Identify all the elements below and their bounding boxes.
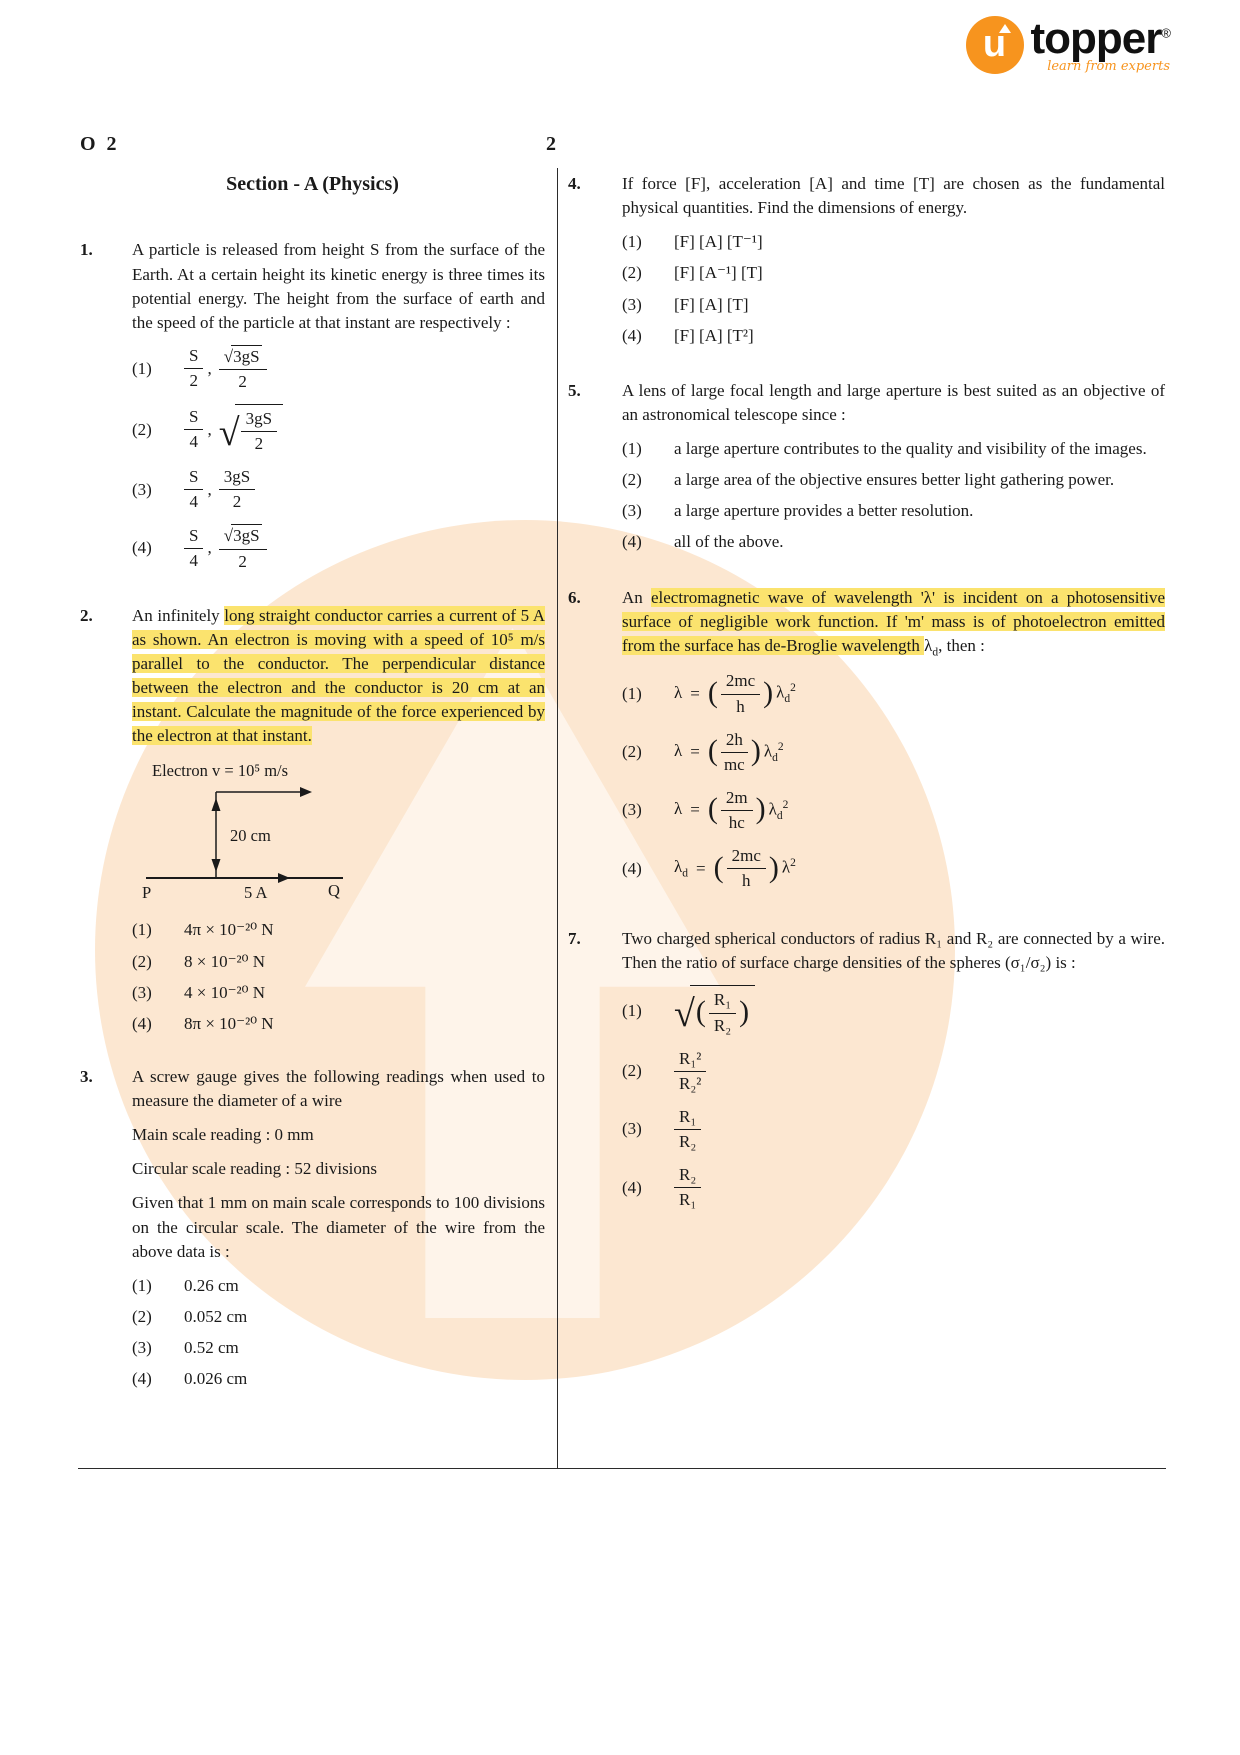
fraction-numerator: 2mc bbox=[727, 845, 766, 869]
main-scale-reading: Main scale reading : 0 mm bbox=[132, 1125, 314, 1145]
radicand bbox=[690, 985, 755, 1036]
fraction bbox=[674, 1106, 701, 1153]
option-label: (4) bbox=[132, 1013, 152, 1033]
fraction-numerator: S bbox=[184, 466, 203, 490]
lambda-subscript: d bbox=[772, 751, 778, 764]
question-text bbox=[132, 604, 545, 749]
option-value: [F] [A] [T⁻¹] bbox=[674, 232, 763, 252]
fraction-numerator: R₁² bbox=[674, 1048, 706, 1072]
option-label: (3) bbox=[132, 479, 152, 499]
question-number: 6. bbox=[568, 587, 581, 607]
lambda-symbol: λ bbox=[674, 799, 683, 819]
option-math bbox=[184, 466, 255, 513]
fraction-numerator bbox=[219, 524, 267, 549]
brand-u-letter: u bbox=[982, 23, 1007, 65]
fraction-numerator: 2h bbox=[721, 729, 748, 753]
fraction-numerator: 3gS bbox=[219, 466, 255, 490]
radical bbox=[219, 404, 283, 455]
option-math: ( $\frac{\text{R₁}}{\text{R₂}}$ ) bbox=[696, 989, 749, 1036]
lambda-symbol: λ bbox=[763, 741, 773, 761]
option-value: a large area of the objective ensures better light gathering power. bbox=[674, 470, 1115, 490]
option-value: 0.026 cm bbox=[184, 1369, 248, 1389]
radicand bbox=[235, 404, 283, 455]
option-label: (2) bbox=[622, 263, 642, 283]
option-label: (1) bbox=[622, 1001, 642, 1020]
radical bbox=[224, 526, 262, 545]
tail-symbol bbox=[764, 739, 784, 766]
option-value: [F] [A] [T²] bbox=[674, 325, 754, 345]
comma-separator: , bbox=[207, 479, 212, 499]
option-math: λ = ( $\frac{2m}{hc}$ ) $\lambda_d^2$ bbox=[674, 787, 788, 834]
option-label: (1) bbox=[132, 920, 152, 940]
fraction-numerator: R₂ bbox=[674, 1164, 701, 1188]
fraction-denominator: 2 bbox=[189, 371, 198, 391]
q6-option-2 bbox=[622, 729, 1165, 776]
fraction-denominator: R₂ bbox=[713, 1015, 732, 1035]
question-text: If force [F], acceleration [A] and time [T] are chosen as the fundamental physical quantities. Find the dimensions of energy. bbox=[622, 174, 1165, 218]
circular-scale-reading: Circular scale reading : 52 divisions bbox=[132, 1159, 378, 1179]
question-text: Two charged spherical conductors of radius R₁ and R₂ are connected by a wire. Then the ratio of surface charge densities of the spheres (σ₁/σ₂) is : bbox=[622, 929, 1165, 973]
fraction bbox=[219, 466, 255, 513]
q4-option-4 bbox=[622, 324, 1165, 348]
page-number: 2 bbox=[546, 133, 556, 155]
question-body bbox=[622, 927, 1165, 1222]
q4-option-3 bbox=[622, 293, 1165, 317]
q5-option-1 bbox=[622, 437, 1165, 461]
question-number: 3. bbox=[80, 1066, 93, 1086]
option-value: [F] [A] [T] bbox=[674, 294, 749, 314]
option-value: all of the above. bbox=[674, 532, 784, 552]
question-number: 1. bbox=[80, 240, 93, 260]
q1-option-1 bbox=[132, 345, 545, 393]
option-value: 0.52 cm bbox=[184, 1338, 239, 1358]
tail-symbol bbox=[776, 680, 796, 707]
fraction bbox=[721, 787, 753, 834]
lambda-subscript: d bbox=[776, 809, 783, 822]
q6-option-1 bbox=[622, 670, 1165, 717]
question-body bbox=[622, 172, 1165, 355]
option-label: (1) bbox=[622, 439, 642, 458]
fraction-denominator: mc bbox=[723, 754, 745, 774]
fraction-denominator: h bbox=[741, 871, 751, 891]
lambda-symbol: λ bbox=[776, 683, 785, 703]
radical-sign: √ bbox=[223, 526, 234, 546]
up-arrowhead-icon bbox=[212, 798, 221, 811]
lhs-symbol bbox=[674, 681, 682, 708]
option-label: (4) bbox=[622, 532, 642, 552]
q3-option-4 bbox=[132, 1367, 545, 1391]
lambda-symbol: λ bbox=[781, 857, 791, 877]
q4-option-1 bbox=[622, 230, 1165, 254]
question-number: 4. bbox=[568, 174, 581, 193]
equals-sign: = bbox=[690, 684, 700, 703]
q3-option-2 bbox=[132, 1305, 545, 1329]
lhs-symbol bbox=[674, 739, 682, 766]
text-highlighted: electromagnetic wave of wavelength 'λ' is incident on a photosensitive surface of negligible work function. If 'm' mass is of photoelectron emitted from the surface has de-Broglie wavelength bbox=[622, 587, 1165, 655]
exponent: 2 bbox=[777, 740, 784, 753]
fraction bbox=[184, 406, 203, 453]
q2-option-3 bbox=[132, 981, 545, 1005]
q7-option-1 bbox=[622, 985, 1165, 1036]
option-label: (1) bbox=[622, 684, 642, 703]
q1-option-3 bbox=[132, 466, 545, 513]
question-text bbox=[622, 586, 1165, 661]
conductor-P-label: P bbox=[142, 883, 152, 903]
fraction-numerator: 2m bbox=[721, 787, 753, 811]
question-2 bbox=[80, 604, 545, 1043]
option-label: (4) bbox=[622, 858, 642, 878]
q6-option-3 bbox=[622, 787, 1165, 834]
paper-code: O 2 bbox=[80, 133, 120, 155]
option-label: (4) bbox=[132, 1369, 152, 1389]
right-column bbox=[568, 172, 1165, 1222]
lambda-subscript: d bbox=[932, 646, 939, 659]
lambda-subscript: d bbox=[784, 693, 791, 706]
option-value: [F] [A⁻¹] [T] bbox=[674, 263, 763, 283]
question-1 bbox=[80, 238, 545, 583]
left-column bbox=[80, 170, 545, 1398]
brand-u-icon bbox=[966, 16, 1024, 74]
lambda-symbol: λ bbox=[674, 857, 683, 877]
q5-option-4 bbox=[622, 530, 1165, 554]
column-divider bbox=[557, 168, 558, 1468]
q5-option-2 bbox=[622, 468, 1165, 492]
fraction bbox=[727, 845, 766, 892]
radical-sign: √ bbox=[218, 411, 240, 454]
question-text: A particle is released from height S from the surface of the Earth. At a certain height its kinetic energy is three times its potential energy. The height from the surface of earth and the speed of the particle at that instant are respectively : bbox=[132, 240, 545, 332]
q7-option-2 bbox=[622, 1048, 1165, 1095]
fraction-numerator: R₁ bbox=[674, 1106, 701, 1130]
brand-text bbox=[1031, 16, 1170, 77]
question-number: 5. bbox=[568, 380, 581, 400]
text-plain: An infinitely bbox=[132, 605, 225, 625]
fraction bbox=[184, 525, 203, 572]
fraction-denominator: R₂² bbox=[679, 1073, 702, 1093]
brand-arrow-icon bbox=[999, 24, 1011, 33]
question-number: 2. bbox=[80, 605, 93, 625]
question-body bbox=[622, 586, 1165, 904]
fraction bbox=[721, 729, 748, 776]
option-value: 0.26 cm bbox=[184, 1275, 239, 1295]
option-label: (4) bbox=[622, 325, 642, 345]
question-text: A lens of large focal length and large aperture is best suited as an objective of an astronomical telescope since : bbox=[622, 380, 1165, 424]
lhs-symbol bbox=[674, 797, 682, 824]
question-body bbox=[132, 1065, 545, 1398]
option-value: 0.052 cm bbox=[184, 1306, 248, 1326]
q1-option-4 bbox=[132, 524, 545, 572]
option-value: 4 × 10⁻²⁰ N bbox=[184, 982, 265, 1002]
option-math: λ = ( $\frac{2mc}{h}$ ) $\lambda_d^2$ bbox=[674, 670, 796, 717]
fraction bbox=[674, 1048, 706, 1095]
comma-separator: , bbox=[207, 419, 212, 439]
option-math: $\lambda_d$ = ( $\frac{2mc}{h}$ ) $\lambda^2$ bbox=[674, 845, 796, 892]
fraction-numerator: S bbox=[184, 525, 203, 549]
question-text: Given that 1 mm on main scale corresponds to 100 divisions on the circular scale. The diameter of the wire from the above data is : bbox=[132, 1193, 545, 1261]
conductor-Q-label: Q bbox=[328, 881, 340, 901]
q5-option-3 bbox=[622, 499, 1165, 523]
electron-velocity-label: Electron v = 10⁵ m/s bbox=[152, 761, 289, 781]
q1-option-2 bbox=[132, 404, 545, 455]
option-label: (2) bbox=[622, 1061, 642, 1081]
question-body bbox=[622, 379, 1165, 562]
option-label: (3) bbox=[622, 1119, 642, 1139]
fraction-denominator: h bbox=[736, 696, 745, 716]
brand-name-text: topper bbox=[1030, 14, 1162, 63]
fraction-denominator: R₁ bbox=[679, 1190, 697, 1210]
option-label: (2) bbox=[622, 742, 642, 762]
option-label: (3) bbox=[622, 800, 642, 820]
lambda-symbol: λ bbox=[674, 682, 683, 702]
section-title: Section - A (Physics) bbox=[226, 173, 399, 195]
radicand: 3gS bbox=[231, 345, 261, 368]
option-label: (3) bbox=[132, 982, 152, 1002]
q2-option-1 bbox=[132, 918, 545, 942]
q2-diagram bbox=[138, 758, 545, 908]
text-plain: An bbox=[622, 587, 651, 607]
option-math bbox=[184, 524, 267, 572]
option-label: (3) bbox=[622, 501, 642, 521]
question-7 bbox=[568, 927, 1165, 1222]
fraction-numerator bbox=[219, 345, 267, 370]
radical bbox=[224, 347, 262, 366]
equals-sign: = bbox=[690, 800, 700, 820]
question-3 bbox=[80, 1065, 545, 1398]
equals-sign: = bbox=[690, 742, 700, 762]
question-body bbox=[132, 604, 545, 1043]
registered-mark: ® bbox=[1161, 25, 1170, 41]
fraction-denominator: 2 bbox=[232, 492, 242, 512]
exponent: 2 bbox=[790, 682, 796, 695]
fraction-denominator: 2 bbox=[238, 371, 247, 391]
lambda-subscript: d bbox=[682, 867, 688, 880]
fraction bbox=[241, 408, 277, 455]
fraction bbox=[674, 1164, 701, 1211]
velocity-arrowhead-icon bbox=[300, 787, 312, 797]
option-math: λ = ( $\frac{2h}{mc}$ ) $\lambda_d^2$ bbox=[674, 729, 784, 776]
exponent: 2 bbox=[790, 856, 796, 869]
question-text: A screw gauge gives the following readings when used to measure the diameter of a wire bbox=[132, 1066, 545, 1111]
tail-symbol bbox=[769, 797, 789, 824]
radical bbox=[674, 985, 755, 1036]
lambda-symbol: λ bbox=[674, 740, 683, 760]
text-plain: , then : bbox=[938, 635, 985, 655]
comma-separator: , bbox=[207, 358, 212, 378]
option-math bbox=[184, 404, 283, 455]
option-value: 4π × 10⁻²⁰ N bbox=[184, 920, 274, 940]
option-value: 8 × 10⁻²⁰ N bbox=[184, 951, 265, 971]
fraction-denominator: 2 bbox=[254, 434, 264, 454]
lambda-symbol: λ bbox=[768, 799, 777, 819]
fraction-numerator: R₁ bbox=[709, 989, 736, 1013]
question-4 bbox=[568, 172, 1165, 355]
fraction bbox=[721, 670, 760, 717]
radical-sign: √ bbox=[674, 992, 695, 1035]
option-value: 8π × 10⁻²⁰ N bbox=[184, 1013, 274, 1033]
fraction-denominator: hc bbox=[728, 812, 745, 832]
q6-option-4 bbox=[622, 845, 1165, 892]
q3-option-3 bbox=[132, 1336, 545, 1360]
fraction-denominator: 2 bbox=[238, 551, 247, 571]
conductor-electron-diagram bbox=[138, 758, 478, 908]
q2-option-4 bbox=[132, 1012, 545, 1036]
option-label: (1) bbox=[132, 1275, 152, 1295]
fraction-numerator: S bbox=[184, 406, 203, 430]
down-arrowhead-icon bbox=[212, 859, 221, 872]
fraction bbox=[709, 989, 736, 1036]
option-label: (1) bbox=[132, 358, 152, 378]
fraction-numerator: 3gS bbox=[241, 408, 277, 432]
lhs-symbol bbox=[674, 855, 688, 882]
option-label: (4) bbox=[622, 1177, 642, 1197]
fraction-numerator: 2mc bbox=[721, 670, 760, 694]
q2-option-2 bbox=[132, 950, 545, 974]
fraction-denominator: 4 bbox=[189, 432, 198, 452]
option-label: (4) bbox=[132, 538, 152, 558]
option-label: (3) bbox=[622, 294, 642, 314]
question-6 bbox=[568, 586, 1165, 904]
current-arrowhead-icon bbox=[278, 873, 290, 883]
option-label: (2) bbox=[132, 1306, 152, 1326]
exponent: 2 bbox=[782, 798, 789, 811]
text-highlighted: long straight conductor carries a current of 5 A as shown. An electron is moving with a speed of 10⁵ m/s parallel to the conductor. The perpendicular distance between the electron and the conductor is 20 cm at an instant. Calculate the magnitude of the force experienced by the electron at that instant. bbox=[132, 605, 545, 746]
fraction-numerator: S bbox=[184, 345, 203, 369]
q7-option-4 bbox=[622, 1164, 1165, 1211]
equals-sign: = bbox=[696, 858, 706, 878]
footer-rule bbox=[78, 1468, 1166, 1469]
option-value: a large aperture contributes to the quality and visibility of the images. bbox=[674, 439, 1147, 458]
option-label: (3) bbox=[132, 1338, 152, 1358]
radical-sign: √ bbox=[223, 346, 234, 366]
question-5 bbox=[568, 379, 1165, 562]
option-label: (2) bbox=[132, 951, 152, 971]
tail-symbol bbox=[782, 855, 796, 882]
comma-separator: , bbox=[207, 538, 212, 558]
fraction bbox=[184, 345, 203, 392]
fraction bbox=[219, 345, 267, 393]
q3-option-1 bbox=[132, 1274, 545, 1298]
option-label: (1) bbox=[622, 232, 642, 252]
fraction-denominator: 4 bbox=[189, 551, 198, 571]
fraction bbox=[219, 524, 267, 572]
distance-label: 20 cm bbox=[230, 826, 271, 846]
option-label: (2) bbox=[132, 419, 152, 439]
question-body bbox=[132, 238, 545, 583]
option-math bbox=[184, 345, 267, 393]
question-number: 7. bbox=[568, 929, 581, 949]
fraction bbox=[184, 466, 203, 513]
brand-logo bbox=[966, 16, 1170, 77]
radicand: 3gS bbox=[231, 524, 261, 547]
brand-name bbox=[1031, 16, 1170, 62]
fraction-denominator: R₂ bbox=[679, 1131, 697, 1151]
current-label: 5 A bbox=[244, 883, 268, 903]
lambda-symbol: λ bbox=[924, 635, 933, 655]
option-label: (2) bbox=[622, 470, 642, 490]
brand-tagline: learn from experts bbox=[1047, 59, 1170, 75]
q4-option-2 bbox=[622, 261, 1165, 285]
option-value: a large aperture provides a better resolution. bbox=[674, 501, 974, 521]
q7-option-3 bbox=[622, 1106, 1165, 1153]
fraction-denominator: 4 bbox=[189, 492, 198, 512]
